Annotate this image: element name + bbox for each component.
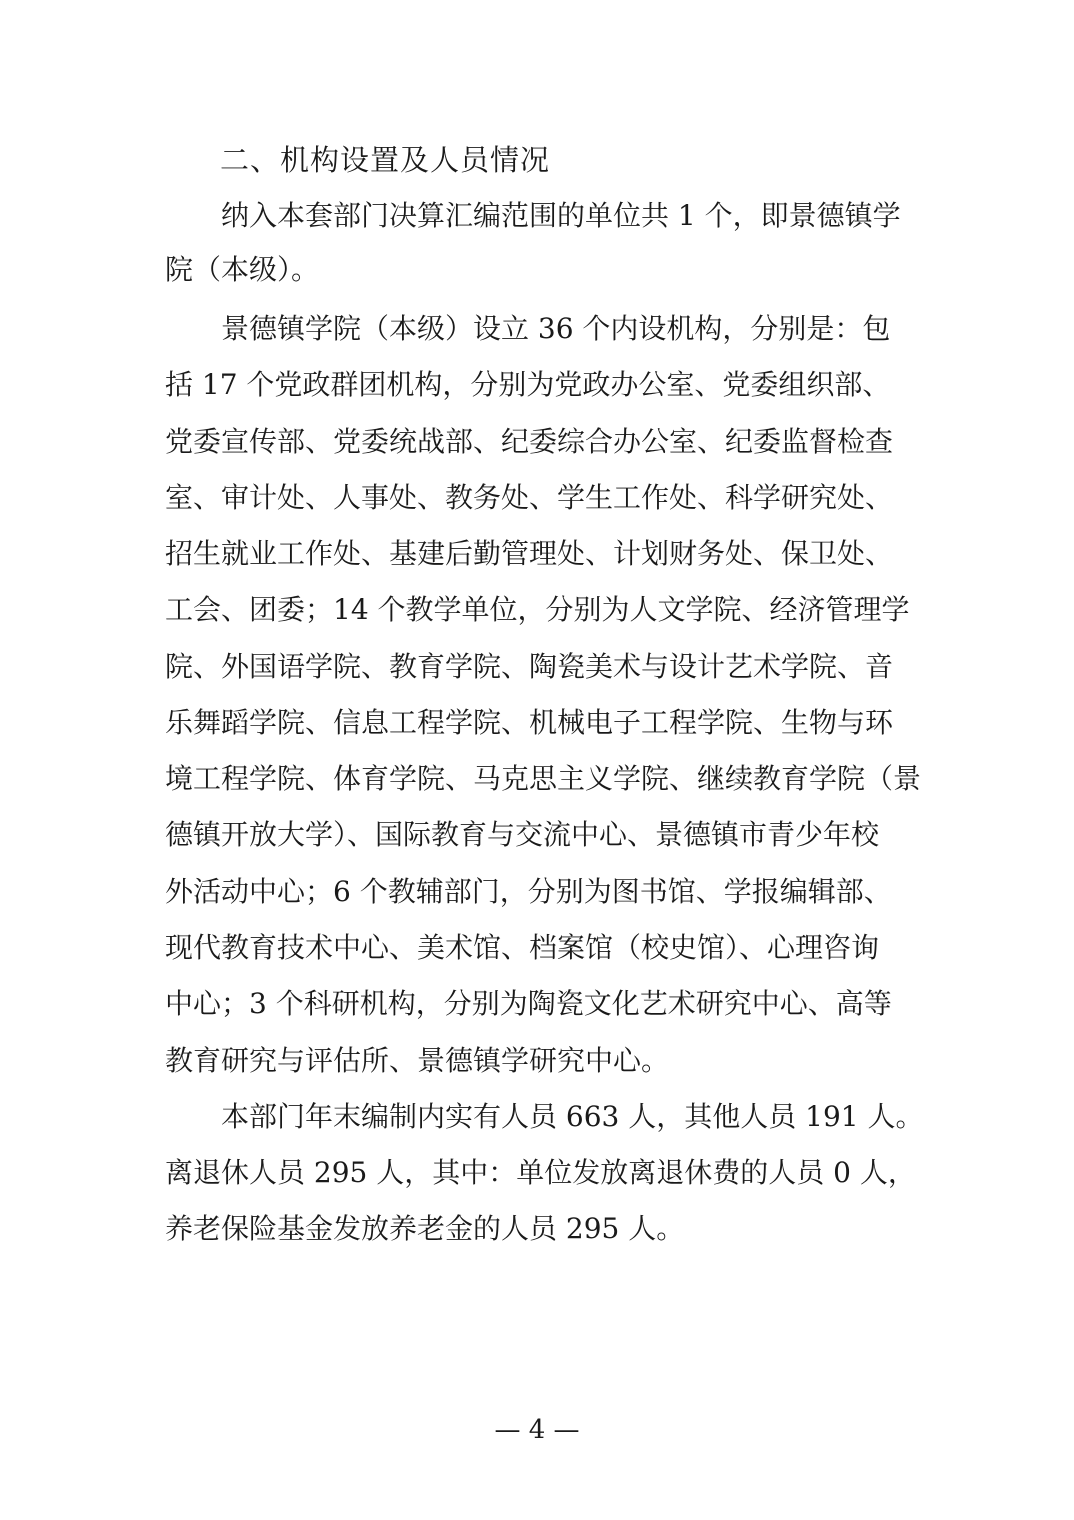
paragraph-2-line-13: 中心；3 个科研机构，分别为陶瓷文化艺术研究中心、高等	[165, 987, 892, 1020]
paragraph-3-line-1: 本部门年末编制内实有人员 663 人，其他人员 191 人。	[221, 1100, 924, 1133]
paragraph-2-line-2: 括 17 个党政群团机构，分别为党政办公室、党委组织部、	[165, 368, 891, 401]
paragraph-2-line-11: 外活动中心；6 个教辅部门，分别为图书馆、学报编辑部、	[165, 875, 892, 908]
paragraph-2-line-6: 工会、团委；14 个教学单位，分别为人文学院、经济管理学	[165, 593, 910, 626]
paragraph-2-line-7: 院、外国语学院、教育学院、陶瓷美术与设计艺术学院、音	[165, 650, 894, 683]
paragraph-2-line-9: 境工程学院、体育学院、马克思主义学院、继续教育学院（景	[165, 762, 922, 795]
paragraph-1-line-1: 纳入本套部门决算汇编范围的单位共 1 个，即景德镇学	[221, 199, 901, 232]
paragraph-2-line-12: 现代教育技术中心、美术馆、档案馆（校史馆）、心理咨询	[165, 931, 880, 964]
paragraph-2-line-3: 党委宣传部、党委统战部、纪委综合办公室、纪委监督检查	[165, 425, 894, 458]
paragraph-2-line-14: 教育研究与评估所、景德镇学研究中心。	[165, 1044, 670, 1077]
page-number: — 4 —	[494, 1415, 580, 1445]
paragraph-3-line-2: 离退休人员 295 人，其中：单位发放离退休费的人员 0 人，	[165, 1156, 916, 1189]
paragraph-2-line-4: 室、审计处、人事处、教务处、学生工作处、科学研究处、	[165, 481, 894, 514]
paragraph-3-line-3: 养老保险基金发放养老金的人员 295 人。	[165, 1212, 685, 1245]
paragraph-1-line-2: 院（本级）。	[165, 253, 320, 286]
paragraph-2-line-5: 招生就业工作处、基建后勤管理处、计划财务处、保卫处、	[165, 537, 894, 570]
paragraph-2-line-10: 德镇开放大学）、国际教育与交流中心、景德镇市青少年校	[165, 818, 880, 851]
section-heading: 二、机构设置及人员情况	[220, 143, 551, 177]
paragraph-2-line-8: 乐舞蹈学院、信息工程学院、机械电子工程学院、生物与环	[165, 706, 894, 739]
paragraph-2-line-1: 景德镇学院（本级）设立 36 个内设机构，分别是：包	[221, 312, 891, 345]
